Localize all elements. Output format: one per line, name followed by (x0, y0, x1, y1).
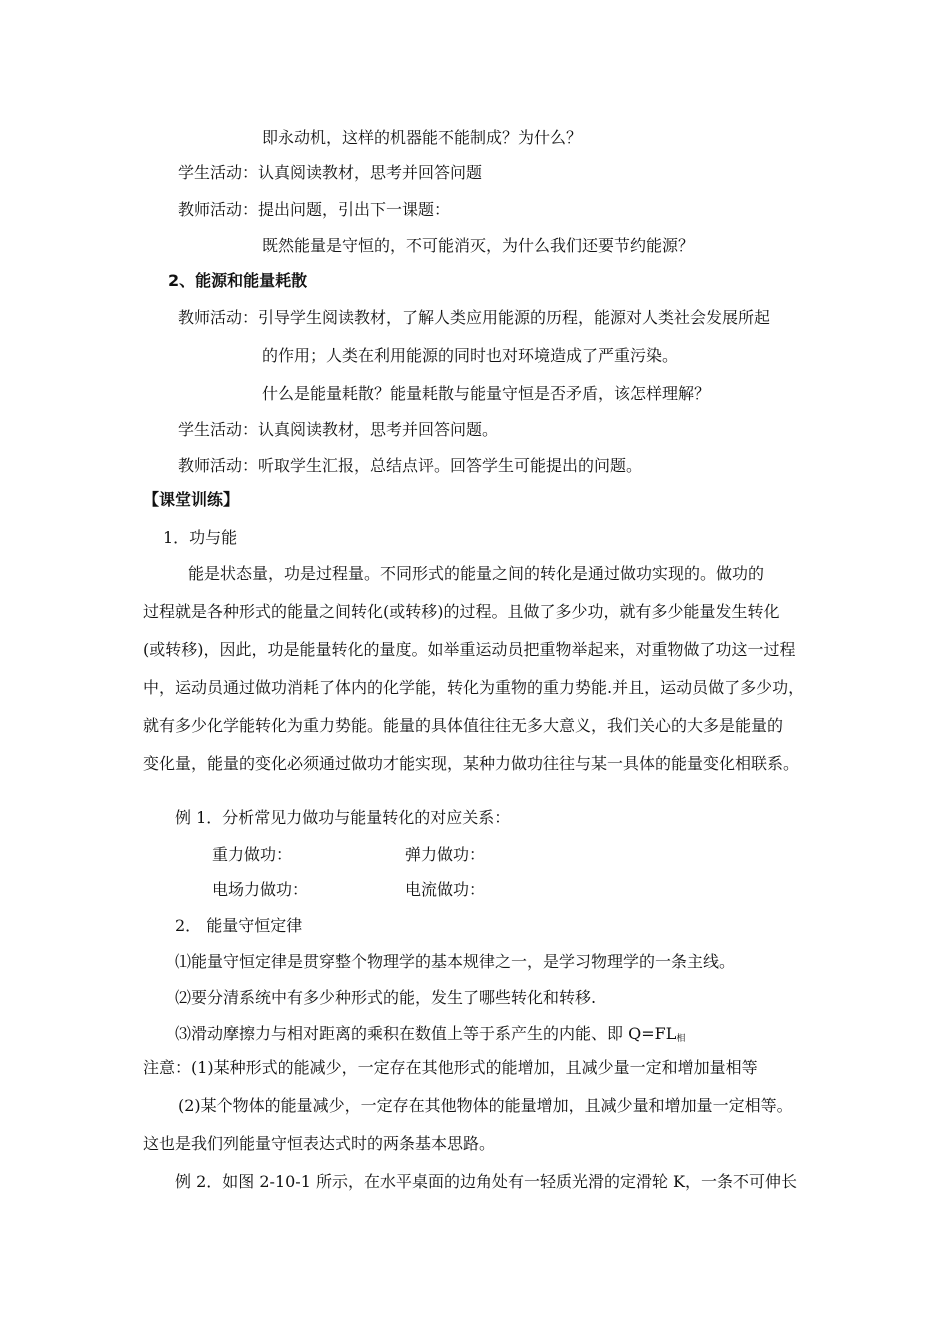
rule-line (175, 1024, 685, 1049)
example-item: 电流做功： (405, 880, 486, 899)
example-item: 电场力做功： (212, 880, 309, 899)
section-heading: 2、能源和能量耗散 (168, 271, 308, 290)
subsection-title: 1．功与能 (163, 528, 238, 547)
note-line: (2)某个物体的能量减少，一定存在其他物体的能量增加，且减少量和增加量一定相等。 (178, 1096, 793, 1115)
subsection-title: 2． 能量守恒定律 (175, 916, 303, 935)
rule-line: ⑴能量守恒定律是贯穿整个物理学的基本规律之一，是学习物理学的一条主线。 (175, 952, 736, 971)
section-heading: 【课堂训练】 (143, 490, 240, 509)
paragraph-line: 过程就是各种形式的能量之间转化(或转移)的过程。且做了多少功，就有多少能量发生转化 (143, 602, 780, 621)
subscript: 相 (676, 1034, 686, 1044)
text-line: 的作用；人类在利用能源的同时也对环境造成了严重污染。 (262, 346, 679, 365)
text-line: 既然能量是守恒的，不可能消灭，为什么我们还要节约能源？ (262, 236, 695, 255)
example-title: 例 2．如图 2-10-1 所示，在水平桌面的边角处有一轻质光滑的定滑轮 K，一条不可伸长 (175, 1172, 798, 1191)
rule-line: ⑵要分清系统中有多少种形式的能，发生了哪些转化和转移. (175, 988, 597, 1007)
text-line: 教师活动：引导学生阅读教材，了解人类应用能源的历程，能源对人类社会发展所起 (178, 308, 771, 327)
paragraph-line: 中，运动员通过做功消耗了体内的化学能，转化为重物的重力势能.并且，运动员做了多少功， (143, 678, 805, 697)
text-line: 教师活动：提出问题，引出下一课题： (178, 200, 451, 219)
paragraph-line: 能是状态量，功是过程量。不同形式的能量之间的转化是通过做功实现的。做功的 (188, 564, 765, 583)
paragraph-line: (或转移)，因此，功是能量转化的量度。如举重运动员把重物举起来，对重物做了功这一过程 (143, 640, 796, 659)
example-item: 弹力做功： (405, 845, 486, 864)
text-line: 即永动机，这样的机器能不能制成？为什么？ (262, 128, 583, 147)
text-line: 什么是能量耗散？能量耗散与能量守恒是否矛盾，该怎样理解？ (262, 384, 711, 403)
paragraph-line: 就有多少化学能转化为重力势能。能量的具体值往往无多大意义，我们关心的大多是能量的 (143, 716, 784, 735)
text-line: 学生活动：认真阅读教材，思考并回答问题。 (178, 420, 499, 439)
paragraph-line: 变化量，能量的变化必须通过做功才能实现，某种力做功往往与某一具体的能量变化相联系。 (143, 754, 800, 773)
example-title: 例 1．分析常见力做功与能量转化的对应关系： (175, 808, 511, 827)
text-line: 教师活动：听取学生汇报，总结点评。回答学生可能提出的问题。 (178, 456, 643, 475)
note-line: 这也是我们列能量守恒表达式时的两条基本思路。 (143, 1134, 496, 1153)
text-line: 学生活动：认真阅读教材，思考并回答问题 (178, 163, 483, 182)
rule-text: ⑶滑动摩擦力与相对距离的乘积在数值上等于系产生的内能、即 Q=FL (175, 1024, 677, 1043)
example-item: 重力做功： (212, 845, 293, 864)
note-line: 注意：(1)某种形式的能减少，一定存在其他形式的能增加，且减少量一定和增加量相等 (143, 1058, 758, 1077)
